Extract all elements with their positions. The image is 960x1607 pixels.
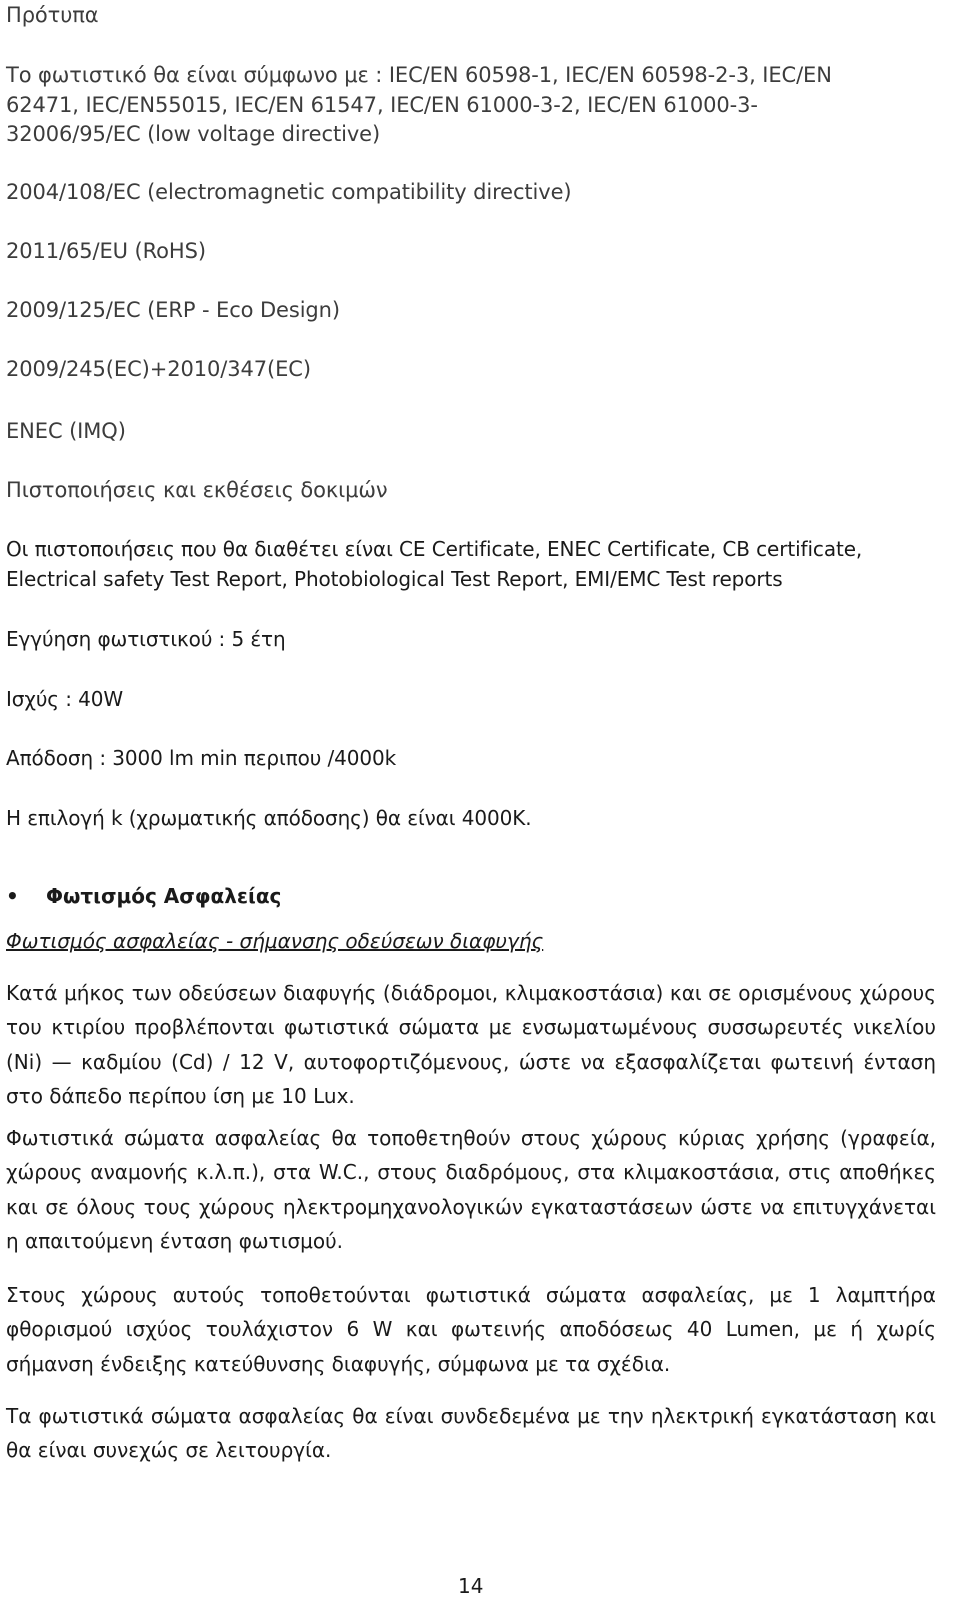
directive-ec: 2009/245(EC)+2010/347(EC) [6,357,311,381]
certifications-heading: Πιστοποιήσεις και εκθέσεις δοκιμών [6,478,388,502]
certificates-line-1: Οι πιστοποιήσεις που θα διαθέτει είναι CE Certificate, ENEC Certificate, CB certificate, [6,537,863,561]
directive-rohs: 2011/65/EU (RoHS) [6,239,206,263]
directive-enec: ENEC (IMQ) [6,419,126,443]
safety-lighting-heading-text: Φωτισμός Ασφαλείας [46,884,282,908]
page-number: 14 [458,1574,484,1598]
warranty-text: Εγγύηση φωτιστικού : 5 έτη [6,627,286,651]
paragraph-escape-routes: Κατά μήκος των οδεύσεων διαφυγής (διάδρομοι, κλιμακοστάσια) και σε ορισμένους χώρους του κτιρίου προβλέπονται φωτιστικά σώματα με ενσωματωμένους συσσωρευτές νικελίου (Ni) — καδμίου (Cd) / 12 V, αυτοφορτιζόμενους, ώστε να εξασφαλίζεται φωτεινή ένταση στο δάπεδο περίπου ίση με 10 Lux. [6,981,936,1109]
directive-emc: 2004/108/EC (electromagnetic compatibility directive) [6,180,572,204]
safety-lighting-subheading: Φωτισμός ασφαλείας - σήμανσης οδεύσεων διαφυγής [6,929,544,953]
certificates-line-2: Electrical safety Test Report, Photobiological Test Report, EMI/EMC Test reports [6,567,783,591]
paragraph-lamp-spec: Στους χώρους αυτούς τοποθετούνται φωτιστικά σώματα ασφαλείας, με 1 λαμπτήρα φθορισμού ισχύος τουλάχιστον 6 W και φωτεινής αποδόσεως 40 Lumen, με ή χωρίς σήμανση ένδειξης κατεύθυνσης διαφυγής, σύμφωνα με τα σχέδια. [6,1283,936,1376]
bullet-icon: • [6,884,19,908]
standards-line-3: 32006/95/EC (low voltage directive) [6,122,381,146]
standards-line-1: Το φωτιστικό θα είναι σύμφωνο με : IEC/EN 60598-1, IEC/EN 60598-2-3, IEC/EN [6,63,832,87]
section-title-standards: Πρότυπα [6,3,99,27]
color-temperature-text: Η επιλογή k (χρωματικής απόδοσης) θα είναι 4000K. [6,806,532,830]
paragraph-installation-locations: Φωτιστικά σώματα ασφαλείας θα τοποθετηθούν στους χώρους κύριας χρήσης (γραφεία, χώρους αναμονής κ.λ.π.), στα W.C., στους διαδρόμους, στα κλιμακοστάσια, στις αποθήκες και σε όλους τους χώρους ηλεκτρομηχανολογικών εγκαταστάσεων ώστε να επιτυγχάνεται η απαιτούμενη ένταση φωτισμού. [6,1126,936,1254]
power-text: Ισχύς : 40W [6,687,124,711]
safety-lighting-heading [6,883,281,910]
paragraph-connection: Τα φωτιστικά σώματα ασφαλείας θα είναι συνδεδεμένα με την ηλεκτρική εγκατάσταση και θα είναι συνεχώς σε λειτουργία. [6,1404,936,1463]
directive-erp: 2009/125/EC (ERP - Eco Design) [6,298,340,322]
output-text: Απόδοση : 3000 lm min περιπου /4000k [6,746,397,770]
standards-line-2: 62471, IEC/EN55015, IEC/EN 61547, IEC/EN 61000-3-2, IEC/EN 61000-3- [6,93,758,117]
